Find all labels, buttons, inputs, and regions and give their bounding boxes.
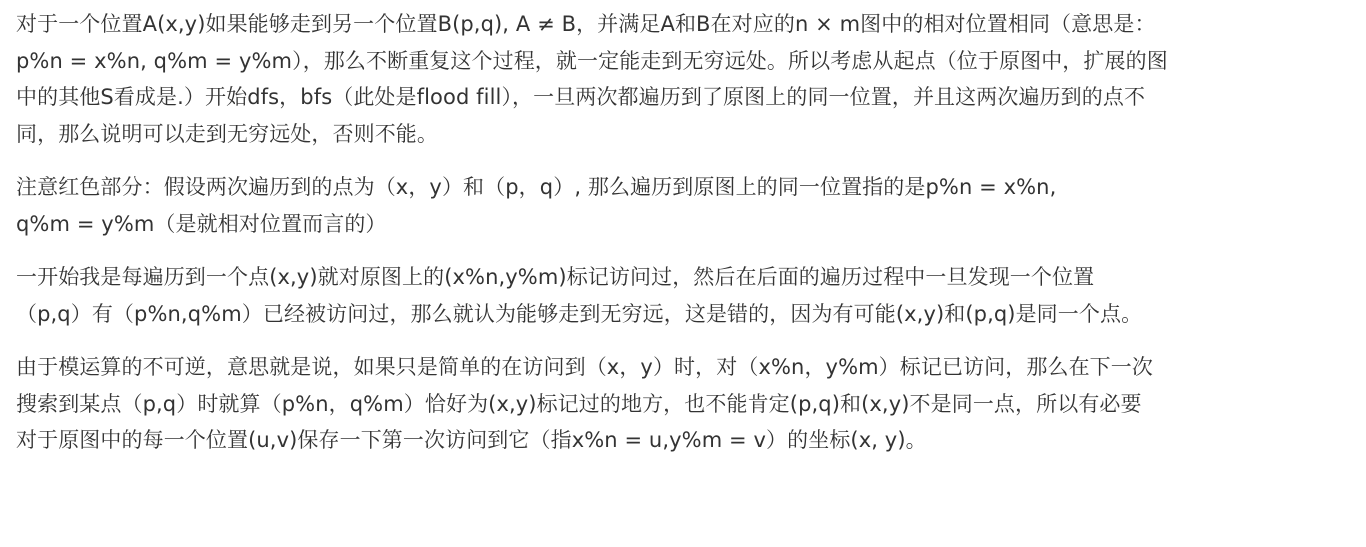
text-line: 对于原图中的每一个位置(u,v)保存一下第一次访问到它（指x%n = u,y%m = v）的坐标(x, y)。 (16, 428, 927, 452)
paragraph-4 (16, 349, 1350, 459)
text-line: 同，那么说明可以走到无穷远处，否则不能。 (16, 121, 438, 146)
text-line: 由于模运算的不可逆，意思就是说，如果只是简单的在访问到（x，y）时，对（x%n，y%m）标记已访问，那么在下一次 (16, 355, 1153, 379)
paragraph-3 (16, 259, 1350, 332)
text-line: 中的其他S看成是.）开始dfs，bfs（此处是flood fill），一旦两次都遍历到了原图上的同一位置，并且这两次遍历到的点不 (16, 85, 1146, 109)
paragraph-2 (16, 169, 1350, 242)
text-line: 注意红色部分：假设两次遍历到的点为（x，y）和（p，q）, 那么遍历到原图上的同一位置指的是p%n = x%n, (16, 175, 1057, 199)
text-line: 一开始我是每遍历到一个点(x,y)就对原图上的(x%n,y%m)标记访问过，然后在后面的遍历过程中一旦发现一个位置 (16, 265, 1095, 289)
text-line: 对于一个位置A(x,y)如果能够走到另一个位置B(p,q), A ≠ B，并满足A和B在对应的n × m图中的相对位置相同（意思是： (16, 12, 1156, 36)
text-line: q%m = y%m（是就相对位置而言的） (16, 211, 387, 236)
text-line: p%n = x%n, q%m = y%m），那么不断重复这个过程，就一定能走到无穷远处。所以考虑从起点（位于原图中，扩展的图 (16, 48, 1168, 73)
text-line: （p,q）有（p%n,q%m）已经被访问过，那么就认为能够走到无穷远，这是错的，因为有可能(x,y)和(p,q)是同一个点。 (16, 301, 1143, 326)
paragraph-1 (16, 6, 1350, 152)
text-line: 搜索到某点（p,q）时就算（p%n，q%m）恰好为(x,y)标记过的地方，也不能肯定(p,q)和(x,y)不是同一点，所以有必要 (16, 391, 1142, 416)
